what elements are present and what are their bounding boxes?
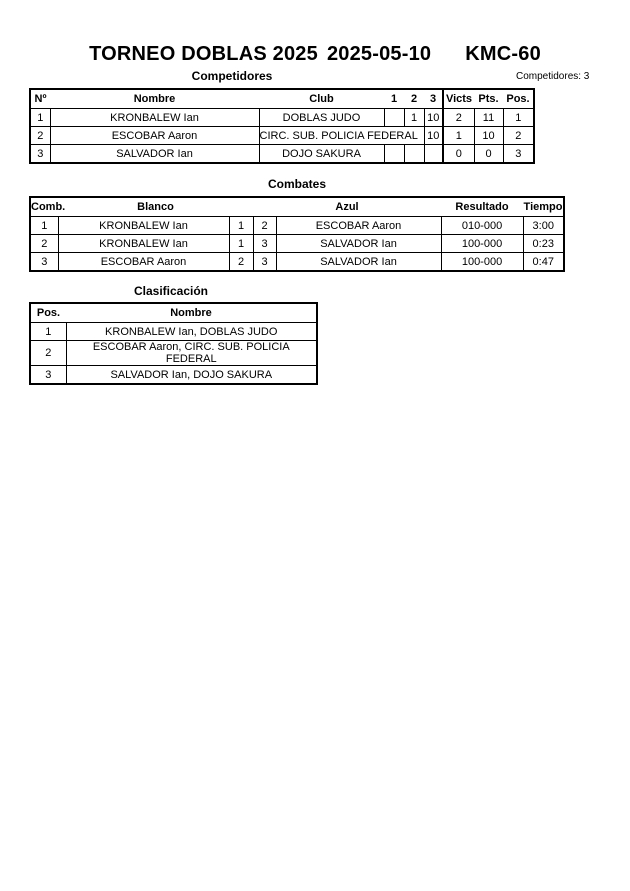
cell-pos: 3: [503, 145, 534, 164]
cell-round1: [384, 109, 404, 127]
col-header-round3: 3: [424, 89, 443, 109]
cell-num: 3: [30, 145, 50, 164]
cell-club: [259, 109, 384, 127]
cell-comb: 3: [30, 253, 58, 272]
cell-tiempo: 3:00: [523, 217, 564, 235]
cell-pos: 2: [503, 127, 534, 145]
col-header-azul: Azul: [253, 197, 441, 217]
cell-resultado: 100-000: [441, 235, 523, 253]
table-row: [30, 145, 534, 164]
cell-azul-num: 3: [253, 253, 276, 272]
col-header-club: Club: [259, 89, 384, 109]
competidores-section-title: Competidores: [191, 69, 273, 83]
table-header-row: [30, 89, 534, 109]
table-row: [30, 127, 534, 145]
col-header-pts: Pts.: [474, 89, 503, 109]
cell-pos: 2: [30, 341, 66, 366]
combates-section-title: Combates: [267, 177, 327, 191]
table-header-row: [30, 303, 317, 323]
col-header-tiempo: Tiempo: [523, 197, 564, 217]
col-header-num: Nº: [30, 89, 50, 109]
cell-blanco: KRONBALEW Ian: [58, 217, 229, 235]
cell-azul: ESCOBAR Aaron: [276, 217, 441, 235]
col-header-pos: Pos.: [30, 303, 66, 323]
table-row: [30, 366, 317, 385]
cell-round1: [384, 145, 404, 164]
col-header-round2: 2: [404, 89, 424, 109]
cell-pts: 0: [474, 145, 503, 164]
table-header-row: [30, 197, 564, 217]
cell-azul: SALVADOR Ian: [276, 235, 441, 253]
cell-victs: 1: [443, 127, 474, 145]
cell-round2: 1: [404, 109, 424, 127]
club-text: CIRC. SUB. POLICIA FEDERAL: [259, 129, 418, 142]
cell-round3: 10: [424, 127, 443, 145]
cell-tiempo: 0:23: [523, 235, 564, 253]
cell-comb: 2: [30, 235, 58, 253]
cell-victs: 2: [443, 109, 474, 127]
cell-round3: [424, 145, 443, 164]
club-text: DOJO SAKURA: [282, 147, 361, 160]
cell-azul: SALVADOR Ian: [276, 253, 441, 272]
cell-nombre: KRONBALEW Ian, DOBLAS JUDO: [66, 323, 317, 341]
cell-blanco: ESCOBAR Aaron: [58, 253, 229, 272]
cell-comb: 1: [30, 217, 58, 235]
col-header-nombre: Nombre: [66, 303, 317, 323]
cell-nombre: ESCOBAR Aaron, CIRC. SUB. POLICIA FEDERAL: [66, 341, 317, 366]
cell-victs: 0: [443, 145, 474, 164]
table-row: [30, 253, 564, 272]
table-row: [30, 235, 564, 253]
cell-resultado: 100-000: [441, 253, 523, 272]
clasificacion-section-title: Clasificación: [133, 284, 209, 298]
cell-pts: 10: [474, 127, 503, 145]
combates-table: [29, 196, 565, 272]
cell-pos: 1: [30, 323, 66, 341]
cell-pos: 1: [503, 109, 534, 127]
cell-nombre: SALVADOR Ian, DOJO SAKURA: [66, 366, 317, 385]
cell-round2: [404, 145, 424, 164]
cell-blanco-num: 1: [229, 235, 253, 253]
page-title: [0, 43, 630, 66]
tournament-name: TORNEO DOBLAS 2025: [89, 43, 318, 65]
col-header-blanco: Blanco: [58, 197, 253, 217]
cell-azul-num: 2: [253, 217, 276, 235]
cell-nombre: ESCOBAR Aaron: [50, 127, 259, 145]
cell-round3: 10: [424, 109, 443, 127]
cell-blanco-num: 1: [229, 217, 253, 235]
competitors-count: Competidores: 3: [516, 71, 590, 82]
cell-club: [259, 127, 418, 145]
cell-pts: 11: [474, 109, 503, 127]
cell-nombre: KRONBALEW Ian: [50, 109, 259, 127]
cell-num: 1: [30, 109, 50, 127]
cell-blanco-num: 2: [229, 253, 253, 272]
cell-azul-num: 3: [253, 235, 276, 253]
col-header-pos: Pos.: [503, 89, 534, 109]
cell-resultado: 010-000: [441, 217, 523, 235]
category-label: KMC-60: [465, 43, 541, 65]
cell-num: 2: [30, 127, 50, 145]
table-row: [30, 341, 317, 366]
clasificacion-table: [29, 302, 318, 385]
col-header-resultado: Resultado: [441, 197, 523, 217]
table-row: [30, 109, 534, 127]
cell-tiempo: 0:47: [523, 253, 564, 272]
table-row: [30, 323, 317, 341]
cell-blanco: KRONBALEW Ian: [58, 235, 229, 253]
cell-nombre: SALVADOR Ian: [50, 145, 259, 164]
cell-pos: 3: [30, 366, 66, 385]
col-header-round1: 1: [384, 89, 404, 109]
cell-club: [259, 145, 384, 164]
tournament-date: 2025-05-10: [326, 43, 432, 65]
col-header-comb: Comb.: [30, 197, 58, 217]
col-header-nombre: Nombre: [50, 89, 259, 109]
table-row: [30, 217, 564, 235]
col-header-victs: Victs: [443, 89, 474, 109]
club-text: DOBLAS JUDO: [282, 111, 361, 124]
competidores-table: [29, 88, 535, 164]
